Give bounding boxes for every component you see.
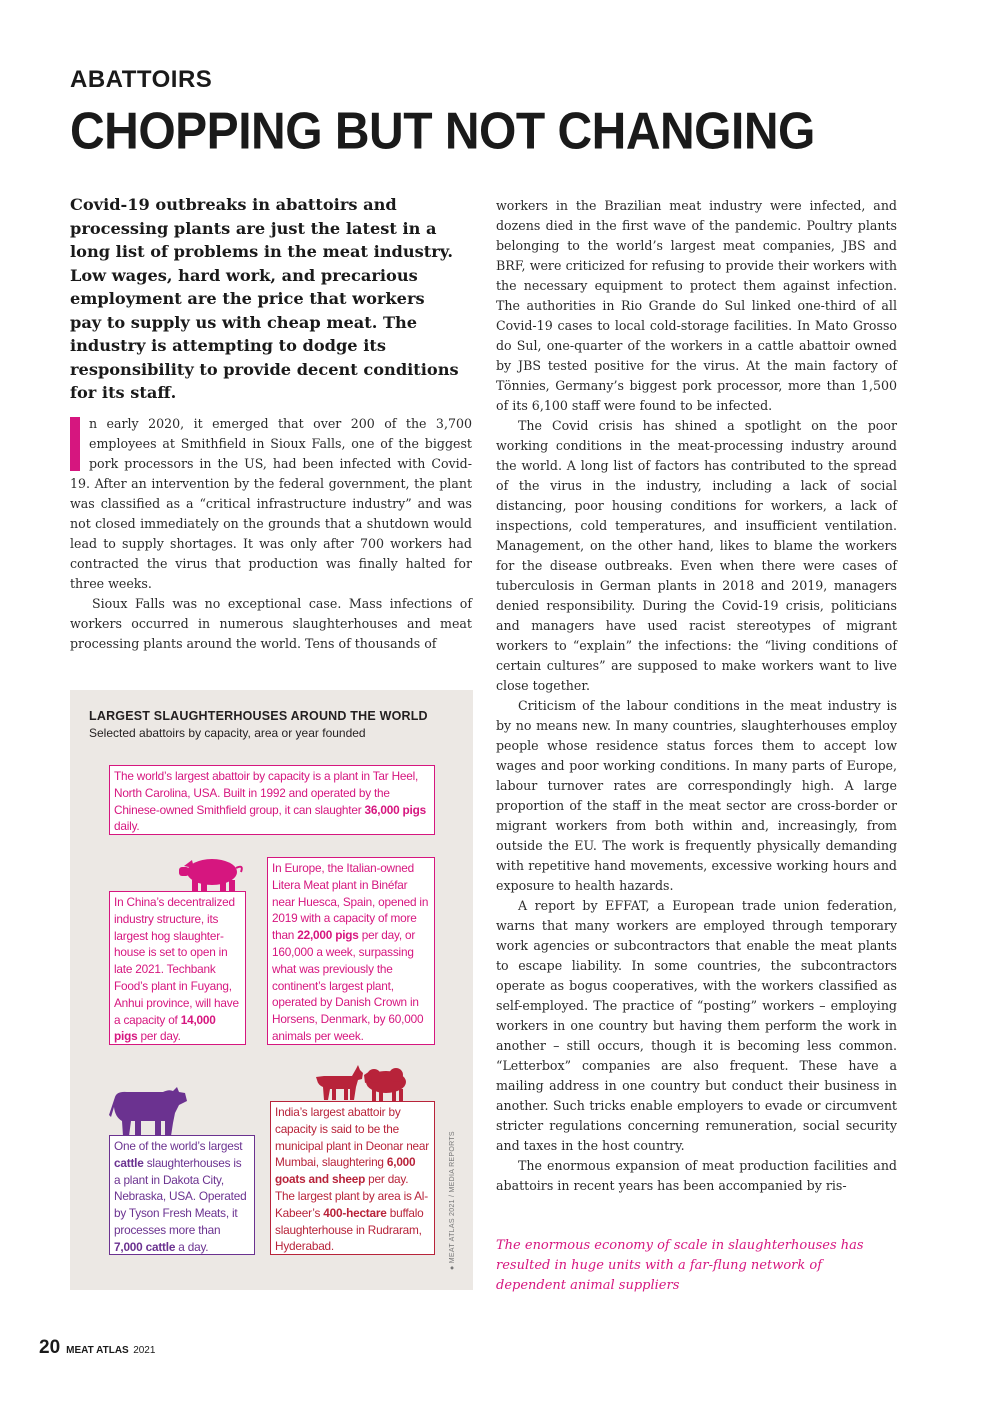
- body-paragraph: Sioux Falls was no exceptional case. Mass infections of workers occurred in numerous slaughterhouses and meat processing plants around the world. Tens of thousands of: [70, 596, 472, 651]
- usa-cattle-box: [109, 1135, 255, 1255]
- body-paragraph: The Covid crisis has shined a spotlight on the poor working conditions in the meat-processing industry around the world. A long list of factors has contributed to the spread of the virus in the industry, including a lack of social distancing, poor housing conditions for workers, a lack of inspections, cold temperatures, and insufficient ventilation. Management, on the other hand, likes to blame the workers for the disease outbreaks. Even when there were cases of tuberculosis in German plants in 2018 and 2019, managers denied responsibility. During the Covid-19 crisis, politicians and managers have used racist stereotypes of migrant workers to “explain” the infections: the “living conditions of certain cultures” are supposed to make workers want to live close together.: [496, 418, 897, 693]
- box-text: slaughterhouses is a plant in Dakota City, Nebraska, USA. Operated by Tyson Fresh Meats, it processes more than: [114, 1155, 247, 1237]
- dropcap-bar: [70, 417, 80, 471]
- publication-year: 2021: [133, 1345, 156, 1356]
- credit-text: MEAT ATLAS 2021 / MEDIA REPORTS: [449, 1131, 456, 1264]
- body-paragraph: A report by EFFAT, a European trade union federation, warns that many workers are employed through temporary work agencies or subcontractors that enable the meat plants to escape liability. In some countries, the subcontractors operate as bogus cooperatives, with the workers classified as self-employed. The practice of “posting” workers – employing workers in one country but having them perform the work in another – still occurs, though it is becoming less common. “Letterbox” companies are also frequent. These have a mailing address in one country but conduct their business in another. Such tricks enable employers to evade or circumvent stricter regulations concerning remuneration, social security and taxes in the host country.: [496, 898, 897, 1153]
- left-column: [70, 414, 472, 654]
- cow-icon: [107, 1083, 189, 1137]
- goat-icon: [314, 1065, 364, 1101]
- infographic-title: LARGEST SLAUGHTERHOUSES AROUND THE WORLD: [89, 709, 428, 723]
- box-text: per day, or 160,000 a week, surpassing what was previously the continent’s largest plant, operated by Danish Crown in Horsens, Denmark, by 60,000 animals per week.: [272, 928, 424, 1043]
- box-highlight: 6,000 goats and sheep: [275, 1155, 416, 1187]
- body-paragraph: The enormous expansion of meat production facilities and abattoirs in recent years has been accompanied by ris-: [496, 1158, 897, 1193]
- china-pig-box: [109, 891, 246, 1045]
- page-footer: [39, 1337, 155, 1359]
- page-title: CHOPPING BUT NOT CHANGING: [70, 103, 815, 161]
- box-text: per day. The largest plant by area is Al-Kabeer’s: [275, 1172, 428, 1220]
- graphic-credit: [449, 1131, 456, 1270]
- box-highlight: cattle: [114, 1155, 144, 1170]
- box-text: daily.: [114, 819, 140, 834]
- box-text: In China’s decentralized industry structure, its largest hog slaughter-house is set to open in late 2021. Techbank Food’s plant in Fuyang, Anhui province, will have a capacity of: [114, 895, 239, 1027]
- box-text: One of the world’s largest: [114, 1139, 243, 1153]
- box-highlight: 22,000 pigs: [297, 928, 359, 943]
- europe-pig-box: [267, 857, 435, 1045]
- box-highlight: 36,000 pigs: [364, 802, 426, 817]
- box-text: In Europe, the Italian-owned Litera Meat plant in Binéfar near Huesca, Spain, opened in 2019 with a capacity of more than: [272, 861, 429, 943]
- box-highlight: 400-hectare: [323, 1205, 387, 1220]
- usa-pig-box: [109, 765, 435, 835]
- box-text: India’s largest abattoir by capacity is said to be the municipal plant in Deonar near Mumbai, slaughtering: [275, 1105, 430, 1170]
- section-kicker: ABATTOIRS: [70, 66, 213, 93]
- body-paragraph: Criticism of the labour conditions in the meat industry is by no means new. In many countries, slaughterhouses employ people whose residence status forces them to accept low wages and poor working conditions. In many parts of Europe, labour turnover rates are correspondingly high. A large proportion of the staff in the meat sector are cross-border or migrant workers from both within and, increasingly, from outside the EU. The work is frequently physically demanding with repetitive hand movements, excessive working hours and exposure to health hazards.: [496, 698, 897, 893]
- box-text: a day.: [175, 1239, 209, 1254]
- page-number: 20: [39, 1337, 61, 1358]
- paragraph-text: n early 2020, it emerged that over 200 of the 3,700 employees at Smithfield in Sioux Falls, one of the biggest pork processors in the US, had been infected with Covid-19. After an intervention by the federal government, the plant was classified as a “critical infrastructure industry” and was not closed immediately on the grounds that a shutdown would lead to supply shortages. It was only after 700 workers had contracted the virus that production was finally halted for three weeks.: [70, 416, 472, 591]
- box-highlight: 7,000 cattle: [114, 1239, 176, 1254]
- publication-name: MEAT ATLAS: [66, 1345, 129, 1356]
- graphic-caption: The enormous economy of scale in slaughterhouses has resulted in huge units with a far-flung network of dependent animal suppliers: [496, 1238, 864, 1293]
- box-text: buffalo slaughterhouse in Rudraram, Hyderabad.: [275, 1205, 424, 1254]
- india-goat-sheep-box: [270, 1101, 435, 1255]
- lead-paragraph: Covid-19 outbreaks in abattoirs and processing plants are just the latest in a long list of problems in the meat industry. Low wages, hard work, and precarious employment are the price that workers pay to supply us with cheap meat. The industry is attempting to dodge its responsibility to provide decent conditions for its staff.: [70, 195, 459, 402]
- slaughterhouses-infographic: [70, 690, 473, 1290]
- box-text: The world’s largest abattoir by capacity is a plant in Tar Heel, North Carolina, USA. Built in 1992 and operated by the Chinese-owned Smithfield group, it can slaughter: [114, 769, 419, 817]
- infographic-subtitle: Selected abattoirs by capacity, area or year founded: [89, 726, 366, 740]
- right-column: [496, 196, 897, 1196]
- box-text: per day.: [137, 1029, 181, 1044]
- pig-icon: [178, 854, 246, 892]
- cc-icon: ●: [449, 1265, 456, 1270]
- box-highlight: 14,000 pigs: [114, 1012, 216, 1044]
- body-paragraph: [70, 414, 472, 594]
- sheep-icon: [362, 1067, 414, 1103]
- body-paragraph: workers in the Brazilian meat industry were infected, and dozens died in the first wave of the pandemic. Poultry plants belonging to the world’s largest meat companies, JBS and BRF, were criticized for refusing to provide their workers with the necessary equipment to protect them against infection. The authorities in Rio Grande do Sul linked one-third of all Covid-19 cases to local cold-storage facilities. In Mato Grosso do Sul, one-quarter of the workers in a cattle abattoir owned by JBS tested positive for the virus. At the main factory of Tönnies, Germany’s biggest pork processor, more than 1,500 of its 6,100 staff were found to be infected.: [496, 198, 897, 413]
